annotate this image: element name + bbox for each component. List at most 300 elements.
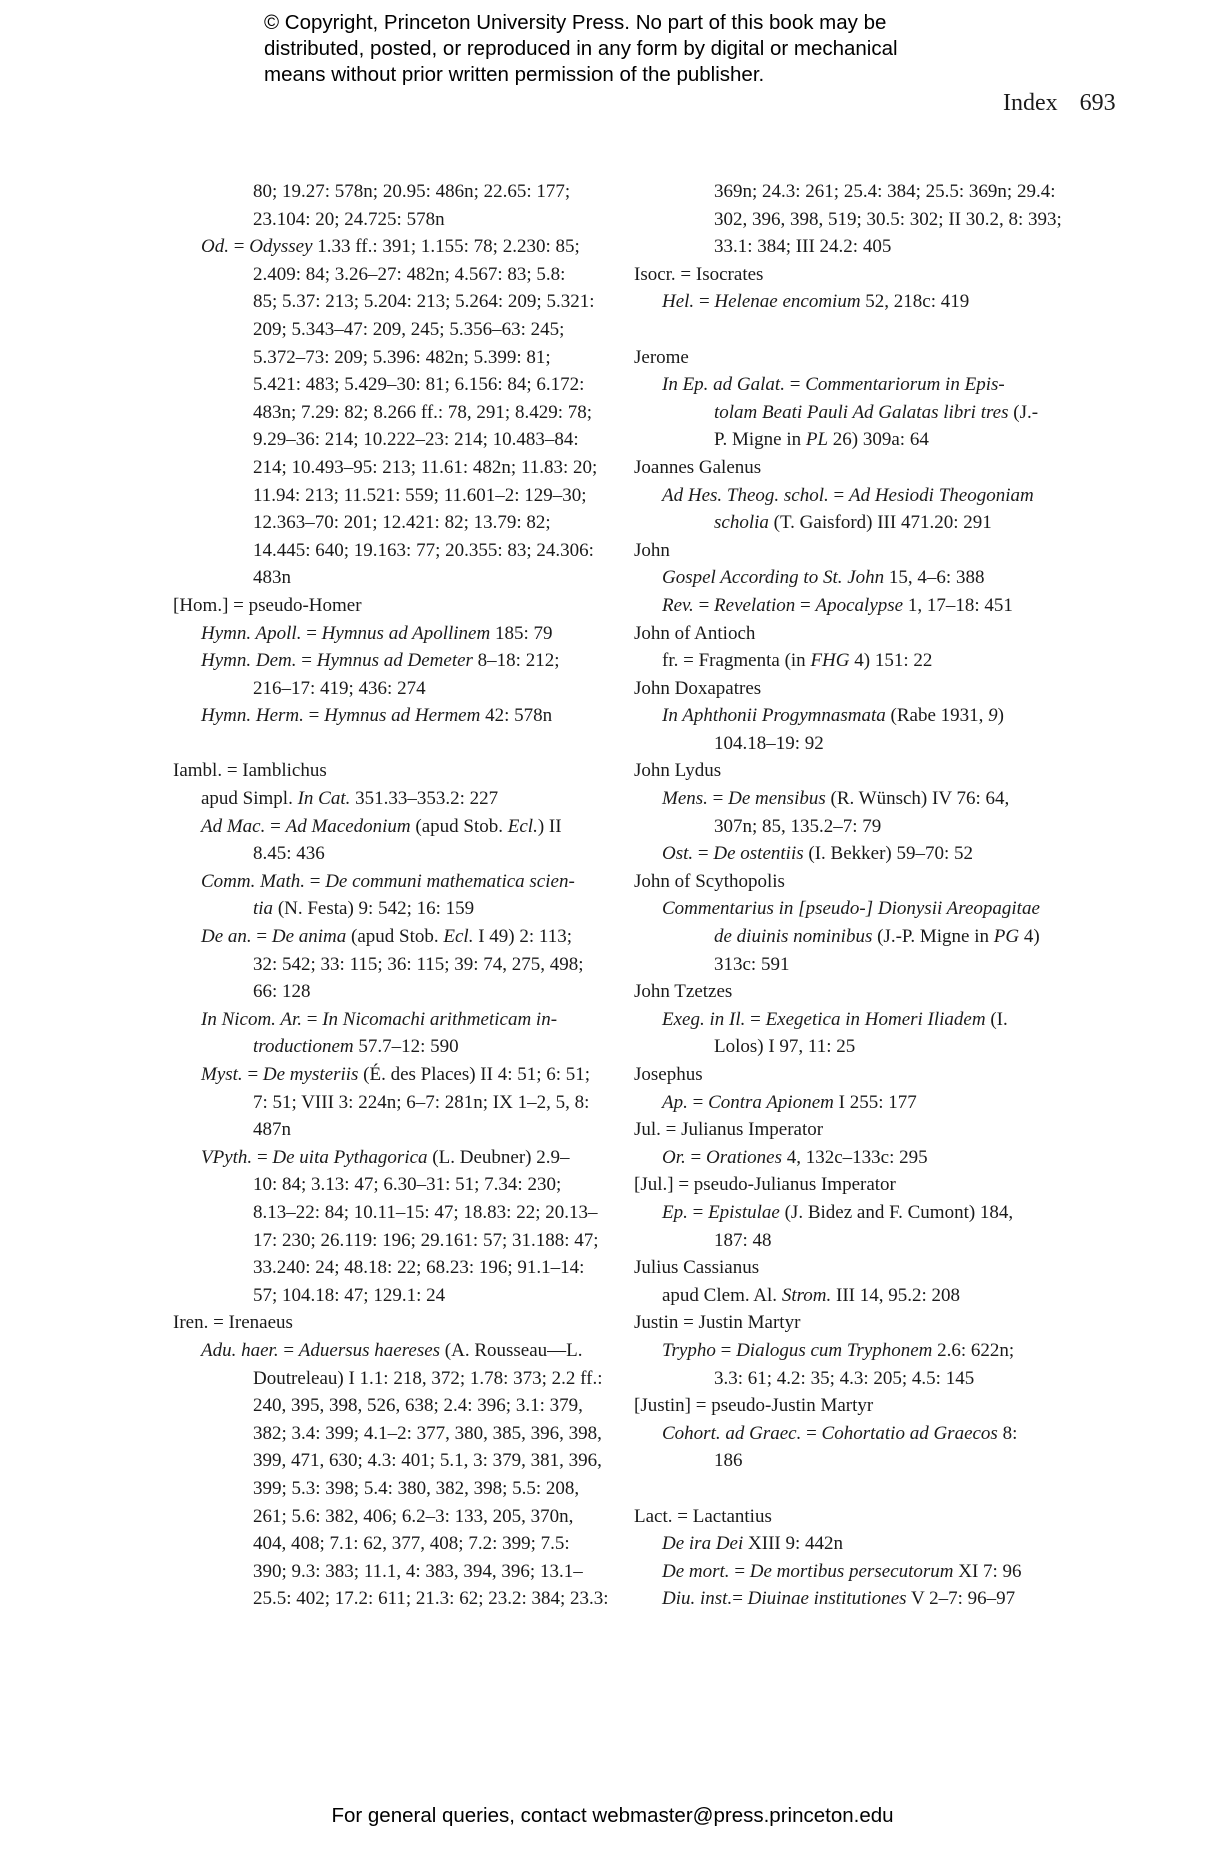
work-title: Epistulae <box>708 1201 780 1223</box>
index-continuation <box>173 1254 615 1282</box>
work-title: Hymn. Apoll. <box>201 622 302 644</box>
entry-text: John of Antioch <box>634 622 756 644</box>
work-title: PL <box>805 429 829 451</box>
work-title: Ad Mac. <box>201 815 266 837</box>
entry-text: I 255: 177 <box>833 1091 917 1113</box>
entry-text: (apud Stob. <box>410 815 508 837</box>
index-entry <box>634 1309 1076 1337</box>
entry-text: 8.13–22: 84; 10.11–15: 47; 18.83: 22; 20.13– <box>253 1201 598 1223</box>
index-subentry <box>634 288 1076 316</box>
index-continuation <box>634 813 1076 841</box>
index-entry <box>173 592 615 620</box>
entry-text: ) II <box>537 815 562 837</box>
running-head <box>1003 90 1116 117</box>
entry-text: = <box>801 1422 822 1444</box>
work-title: VPyth. <box>201 1146 253 1168</box>
footer-contact: For general queries, contact webmaster@press.princeton.edu <box>331 1804 894 1827</box>
work-title: Exegetica in Homeri Iliadem <box>765 1008 986 1030</box>
entry-text: Jul. = Julianus Imperator <box>634 1119 824 1141</box>
index-subentry <box>634 371 1076 399</box>
entry-text: 23.104: 20; 24.725: 578n <box>253 208 445 230</box>
index-entry <box>634 261 1076 289</box>
work-title: de diuinis nominibus <box>714 926 873 948</box>
index-continuation <box>634 923 1076 951</box>
work-title: In Ep. ad Galat. <box>662 374 785 396</box>
index-subentry <box>634 1144 1076 1172</box>
index-subentry <box>634 592 1076 620</box>
entry-text: 1, 17–18: 451 <box>903 594 1013 616</box>
work-title: Ap. <box>662 1091 688 1113</box>
index-subentry <box>173 1061 615 1089</box>
entry-text: Julius Cassianus <box>634 1257 760 1279</box>
index-continuation <box>173 178 615 206</box>
entry-text: 209; 5.343–47: 209, 245; 5.356–63: 245; <box>253 318 565 340</box>
entry-text: 185: 79 <box>490 622 553 644</box>
index-continuation <box>173 426 615 454</box>
entry-text: (A. Rousseau—L. <box>440 1339 583 1361</box>
entry-text: = <box>828 484 849 506</box>
index-continuation <box>173 951 615 979</box>
entry-text: 85; 5.37: 213; 5.204: 213; 5.264: 209; 5.321: <box>253 291 595 313</box>
entry-text: 80; 19.27: 578n; 20.95: 486n; 22.65: 177; <box>253 181 571 202</box>
entry-text: 382; 3.4: 399; 4.1–2: 377, 380, 385, 396, 398, <box>253 1422 602 1444</box>
index-continuation <box>173 537 615 565</box>
index-continuation <box>173 1282 615 1310</box>
work-title: Comm. Math. <box>201 870 305 892</box>
work-title: Ost. <box>662 843 694 865</box>
work-title: Cohortatio ad Graecos <box>821 1422 998 1444</box>
entry-text: = <box>228 236 250 258</box>
entry-text: (J.- <box>1008 401 1039 423</box>
index-continuation <box>173 1227 615 1255</box>
work-title: Diuinae institutiones <box>747 1588 907 1610</box>
entry-text: 25.5: 402; 17.2: 611; 21.3: 62; 23.2: 384; 23.3: <box>253 1588 609 1610</box>
work-title: Aduersus haereses <box>298 1339 441 1361</box>
entry-text: 7: 51; VIII 3: 224n; 6–7: 281n; IX 1–2, 5, 8: <box>253 1091 590 1113</box>
work-title: Commentarius in [pseudo-] Dionysii Areopagitae <box>662 898 1040 920</box>
work-title: In Nicomachi arithmeticam in- <box>322 1008 558 1030</box>
entry-text: John Tzetzes <box>634 981 733 1003</box>
entry-text: 11.94: 213; 11.521: 559; 11.601–2: 129–30; <box>253 484 587 506</box>
work-title: In Cat. <box>297 788 351 810</box>
index-continuation <box>173 1558 615 1586</box>
work-title: Strom. <box>781 1284 832 1306</box>
index-entry <box>634 1171 1076 1199</box>
entry-text: [Jul.] = pseudo-Julianus Imperator <box>634 1174 896 1196</box>
entry-text: (L. Deubner) 2.9– <box>427 1146 570 1168</box>
entry-text: = <box>693 843 714 865</box>
index-entry <box>634 1061 1076 1089</box>
entry-text: 214; 10.493–95: 213; 11.61: 482n; 11.83: 20; <box>253 456 598 478</box>
entry-text: Lact. = Lactantius <box>634 1505 772 1527</box>
index-subentry <box>634 1530 1076 1558</box>
entry-text: = <box>795 594 816 616</box>
entry-text: 313c: 591 <box>714 953 790 975</box>
index-continuation <box>173 1116 615 1144</box>
index-continuation <box>634 730 1076 758</box>
entry-text: (I. Bekker) 59–70: 52 <box>803 843 974 865</box>
entry-text: Lolos) I 97, 11: 25 <box>714 1036 856 1058</box>
work-title: In Aphthonii Progymnasmata <box>662 705 886 727</box>
copyright-line: distributed, posted, or reproduced in any form by digital or mechanical <box>264 37 898 60</box>
index-continuation <box>634 426 1076 454</box>
work-title: Ep. <box>662 1201 688 1223</box>
work-title: De ira Dei <box>662 1533 744 1555</box>
work-title: De an. <box>201 926 252 948</box>
entry-text: Isocr. = Isocrates <box>634 263 764 285</box>
entry-text: ) <box>997 705 1004 727</box>
index-subentry <box>634 840 1076 868</box>
index-entry <box>634 868 1076 896</box>
work-title: Adu. haer. <box>201 1339 279 1361</box>
index-continuation <box>173 1089 615 1117</box>
index-continuation <box>173 1530 615 1558</box>
index-subentry <box>173 1337 615 1365</box>
work-title: Rev. <box>662 594 694 616</box>
entry-text: = <box>687 1091 709 1113</box>
index-subentry <box>634 785 1076 813</box>
index-continuation <box>173 1475 615 1503</box>
entry-text: XIII 9: 442n <box>743 1533 843 1555</box>
entry-text: John <box>634 539 670 561</box>
entry-text: 12.363–70: 201; 12.421: 82; 13.79: 82; <box>253 512 551 534</box>
work-title: tolam Beati Pauli Ad Galatas libri tres <box>714 401 1009 423</box>
entry-spacer <box>634 316 1076 344</box>
entry-text: 351.33–353.2: 227 <box>350 788 499 810</box>
work-title: Or. <box>662 1146 686 1168</box>
work-title: Hymn. Herm. <box>201 705 304 727</box>
entry-text: 302, 396, 398, 519; 30.5: 302; II 30.2, 8: 393; <box>714 208 1062 230</box>
entry-text: Iambl. = Iamblichus <box>173 760 327 782</box>
entry-spacer <box>634 1475 1076 1503</box>
index-subentry <box>634 647 1076 675</box>
work-title: Hymnus ad Demeter <box>316 650 473 672</box>
entry-text: = <box>694 291 715 313</box>
entry-text: Jerome <box>634 346 689 368</box>
work-title: Ecl. <box>507 815 538 837</box>
entry-text: 399, 471, 630; 4.3: 401; 5.1, 3: 379, 381, 396, <box>253 1450 602 1472</box>
entry-text: (J. Bidez and F. Cumont) 184, <box>779 1201 1014 1223</box>
copyright-line: means without prior written permission of the publisher. <box>264 63 765 86</box>
entry-text: Doutreleau) I 1.1: 218, 372; 1.78: 373; 2.2 ff.: <box>253 1367 603 1389</box>
index-continuation <box>634 1365 1076 1393</box>
entry-text: (É. des Places) II 4: 51; 6: 51; <box>358 1064 591 1085</box>
index-entry <box>634 1116 1076 1144</box>
index-continuation <box>173 840 615 868</box>
entry-text: 399; 5.3: 398; 5.4: 380, 382, 398; 5.5: 208, <box>253 1477 580 1499</box>
index-continuation <box>173 482 615 510</box>
index-continuation <box>173 895 615 923</box>
work-title: FHG <box>810 650 850 672</box>
index-continuation <box>634 399 1076 427</box>
entry-spacer <box>173 730 615 758</box>
entry-text: (N. Festa) 9: 542; 16: 159 <box>273 898 475 920</box>
index-subentry <box>634 1585 1076 1613</box>
index-subentry <box>634 1558 1076 1586</box>
work-title: scholia <box>714 512 769 534</box>
index-continuation <box>173 509 615 537</box>
work-title: Cohort. ad Graec. <box>662 1422 802 1444</box>
entry-text: 4) 151: 22 <box>849 650 933 672</box>
work-title: Commentariorum in Epis- <box>805 374 1005 396</box>
work-title: PG <box>993 926 1020 948</box>
work-title: De mysteriis <box>262 1064 359 1085</box>
entry-text: = <box>252 1146 273 1168</box>
work-title: Ad Hesiodi Theogoniam <box>848 484 1034 506</box>
index-continuation <box>173 1365 615 1393</box>
index-continuation <box>173 1171 615 1199</box>
index-subentry <box>173 647 615 675</box>
entry-text: 5.421: 483; 5.429–30: 81; 6.156: 84; 6.172: <box>253 374 585 396</box>
work-title: tia <box>253 898 274 920</box>
entry-text: 52, 218c: 419 <box>860 291 970 313</box>
entry-text: = <box>304 870 326 892</box>
index-continuation <box>634 1033 1076 1061</box>
index-subentry <box>634 1089 1076 1117</box>
work-title: Gospel According to St. John <box>662 567 885 589</box>
work-title: Myst. <box>201 1064 243 1085</box>
index-continuation <box>173 399 615 427</box>
entry-text: apud Simpl. <box>201 788 298 810</box>
entry-text: = <box>278 1339 299 1361</box>
index-continuation <box>634 1227 1076 1255</box>
index-continuation <box>173 1503 615 1531</box>
entry-text: (R. Wünsch) IV 76: 64, <box>825 788 1010 810</box>
index-continuation <box>173 1447 615 1475</box>
entry-text: = <box>715 1339 737 1361</box>
entry-text: John Doxapatres <box>634 677 762 699</box>
work-title: Helenae encomium <box>714 291 861 313</box>
entry-text: (I. <box>985 1008 1008 1030</box>
entry-text: 57; 104.18: 47; 129.1: 24 <box>253 1284 446 1306</box>
work-title: Hymnus ad Apollinem <box>321 622 491 644</box>
index-continuation <box>173 206 615 234</box>
entry-text: = <box>301 1008 323 1030</box>
work-title: Revelation <box>714 594 796 616</box>
index-subentry <box>634 895 1076 923</box>
entry-text: 10: 84; 3.13: 47; 6.30–31: 51; 7.34: 230; <box>253 1174 562 1196</box>
page-number: 693 <box>1079 90 1116 116</box>
work-title: De uita Pythagorica <box>272 1146 428 1168</box>
entry-text: 17: 230; 26.119: 196; 29.161: 57; 31.188: 47; <box>253 1229 599 1251</box>
entry-text: Joannes Galenus <box>634 456 762 478</box>
entry-text: = <box>687 1201 709 1223</box>
index-subentry <box>173 233 615 261</box>
section-title: Index <box>1003 90 1058 116</box>
work-title: De communi mathematica scien- <box>325 870 575 892</box>
entry-text: = <box>265 815 286 837</box>
index-subentry <box>634 1199 1076 1227</box>
entry-text: (T. Gaisford) III 471.20: 291 <box>768 512 992 534</box>
work-title: De anima <box>271 926 347 948</box>
entry-text: 8–18: 212; <box>472 650 560 672</box>
entry-text: 8.45: 436 <box>253 843 325 865</box>
index-subentry <box>634 1420 1076 1448</box>
index-continuation <box>173 454 615 482</box>
entry-text: 261; 5.6: 382, 406; 6.2–3: 133, 205, 370n, <box>253 1505 574 1527</box>
entry-text: 42: 578n <box>480 705 553 727</box>
index-subentry <box>173 620 615 648</box>
entry-text: apud Clem. Al. <box>662 1284 782 1306</box>
index-continuation <box>173 1585 615 1613</box>
work-title: Contra Apionem <box>708 1091 834 1113</box>
entry-text: (apud Stob. <box>346 926 444 948</box>
entry-text: 33.240: 24; 48.18: 22; 68.23: 196; 91.1–14: <box>253 1257 585 1279</box>
entry-text: (Rabe 1931, <box>885 705 989 727</box>
index-subentry <box>634 1006 1076 1034</box>
entry-text: 26) 309a: 64 <box>828 429 929 451</box>
entry-text: = <box>693 594 715 616</box>
entry-text: 216–17: 419; 436: 274 <box>253 677 426 699</box>
entry-text: 66: 128 <box>253 981 311 1003</box>
index-continuation <box>634 233 1076 261</box>
entry-text: 404, 408; 7.1: 62, 377, 408; 7.2: 399; 7.5: <box>253 1533 570 1555</box>
work-title: Ad Macedonium <box>285 815 411 837</box>
index-subentry <box>173 1006 615 1034</box>
entry-text: 57.7–12: 590 <box>353 1036 459 1058</box>
index-subentry <box>173 813 615 841</box>
entry-text: 5.372–73: 209; 5.396: 482n; 5.399: 81; <box>253 346 551 368</box>
entry-text: 240, 395, 398, 526, 638; 2.4: 396; 3.1: 379, <box>253 1395 583 1417</box>
work-title: De mortibus persecutorum <box>749 1560 954 1582</box>
entry-text: 4) <box>1019 926 1040 948</box>
work-title: Diu. inst. <box>662 1588 733 1610</box>
entry-text: = <box>251 926 272 948</box>
entry-text: V 2–7: 96–97 <box>906 1588 1016 1610</box>
entry-text: 104.18–19: 92 <box>714 732 824 754</box>
entry-text: 483n <box>253 567 291 589</box>
index-continuation <box>173 675 615 703</box>
work-title: 9 <box>988 705 998 727</box>
entry-text: P. Migne in <box>714 429 806 451</box>
entry-text: = <box>242 1064 263 1085</box>
entry-text: XI 7: 96 <box>953 1560 1022 1582</box>
entry-text: 187: 48 <box>714 1229 772 1251</box>
index-entry <box>634 757 1076 785</box>
work-title: Odyssey <box>249 236 313 258</box>
entry-text: = <box>296 650 317 672</box>
entry-text: III 14, 95.2: 208 <box>831 1284 961 1306</box>
index-continuation <box>634 951 1076 979</box>
copyright-line: © Copyright, Princeton University Press. No part of this book may be <box>264 11 887 34</box>
index-column-left <box>173 178 615 1613</box>
index-continuation <box>173 1033 615 1061</box>
index-entry <box>634 454 1076 482</box>
work-title: Apocalypse <box>815 594 904 616</box>
work-title: Exeg. in Il. <box>662 1008 746 1030</box>
entry-text: = <box>729 1560 750 1582</box>
work-title: Ad Hes. Theog. schol. <box>662 484 829 506</box>
index-subentry <box>634 482 1076 510</box>
entry-text: 33.1: 384; III 24.2: 405 <box>714 236 892 258</box>
index-entry <box>634 344 1076 372</box>
entry-text: 9.29–36: 214; 10.222–23: 214; 10.483–84: <box>253 429 579 451</box>
entry-text: Justin = Justin Martyr <box>634 1312 801 1334</box>
entry-text: = <box>685 1146 706 1168</box>
work-title: De mort. <box>662 1560 730 1582</box>
entry-text: = <box>745 1008 766 1030</box>
index-subentry <box>634 1337 1076 1365</box>
entry-text: 3.3: 61; 4.2: 35; 4.3: 205; 4.5: 145 <box>714 1367 975 1389</box>
entry-text: = <box>784 374 806 396</box>
entry-text: 390; 9.3: 383; 11.1, 4: 383, 394, 396; 13.1– <box>253 1560 583 1582</box>
entry-text: 483n; 7.29: 82; 8.266 ff.: 78, 291; 8.429: 78; <box>253 401 593 423</box>
index-continuation <box>173 1392 615 1420</box>
work-title: Hel. <box>662 291 695 313</box>
entry-text: 8: <box>997 1422 1018 1444</box>
entry-text: fr. = Fragmenta (in <box>662 650 811 672</box>
index-continuation <box>173 978 615 1006</box>
index-subentry <box>634 564 1076 592</box>
index-subentry <box>173 1144 615 1172</box>
index-continuation <box>634 509 1076 537</box>
work-title: Orationes <box>705 1146 782 1168</box>
entry-text: 2.6: 622n; <box>932 1339 1015 1361</box>
entry-text: 14.445: 640; 19.163: 77; 20.355: 83; 24.306: <box>253 539 594 561</box>
index-continuation <box>173 261 615 289</box>
entry-text: John Lydus <box>634 760 722 782</box>
entry-text: [Hom.] = pseudo-Homer <box>173 594 362 616</box>
index-entry <box>634 978 1076 1006</box>
entry-text: 2.409: 84; 3.26–27: 482n; 4.567: 83; 5.8: <box>253 263 566 285</box>
entry-text: 1.33 ff.: 391; 1.155: 78; 2.230: 85; <box>312 236 580 258</box>
index-continuation <box>173 371 615 399</box>
index-subentry <box>173 923 615 951</box>
work-title: De ostentiis <box>713 843 804 865</box>
index-continuation <box>634 178 1076 206</box>
index-continuation <box>173 288 615 316</box>
copyright-notice <box>264 10 1024 88</box>
work-title: troductionem <box>253 1036 354 1058</box>
index-entry <box>634 1503 1076 1531</box>
index-continuation <box>634 1447 1076 1475</box>
index-entry <box>634 1254 1076 1282</box>
entry-text: = <box>707 788 729 810</box>
index-continuation <box>173 344 615 372</box>
entry-text: 186 <box>714 1450 743 1472</box>
index-continuation <box>173 316 615 344</box>
index-subentry <box>634 1282 1076 1310</box>
entry-text: 4, 132c–133c: 295 <box>781 1146 928 1168</box>
work-title: Dialogus cum Tryphonem <box>736 1339 933 1361</box>
entry-text: I 49) 2: 113; <box>473 926 572 948</box>
work-title: Hymn. Dem. <box>201 650 297 672</box>
entry-text: 369n; 24.3: 261; 25.4: 384; 25.5: 369n; 29.4: <box>714 181 1056 202</box>
index-subentry <box>173 785 615 813</box>
work-title: Trypho <box>662 1339 716 1361</box>
work-title: De mensibus <box>728 788 826 810</box>
index-continuation <box>173 1420 615 1448</box>
index-entry <box>173 757 615 785</box>
index-subentry <box>173 868 615 896</box>
entry-text: 307n; 85, 135.2–7: 79 <box>714 815 882 837</box>
entry-text: Josephus <box>634 1064 703 1085</box>
index-entry <box>634 1392 1076 1420</box>
work-title: In Nicom. Ar. <box>201 1008 302 1030</box>
index-continuation <box>173 1199 615 1227</box>
entry-text: 15, 4–6: 388 <box>884 567 985 589</box>
work-title: Od. <box>201 236 229 258</box>
entry-text: (J.-P. Migne in <box>872 926 994 948</box>
index-entry <box>634 675 1076 703</box>
entry-text: [Justin] = pseudo-Justin Martyr <box>634 1395 874 1417</box>
entry-text: = <box>301 622 322 644</box>
entry-text: = <box>303 705 325 727</box>
work-title: Hymnus ad Hermem <box>324 705 481 727</box>
index-continuation <box>173 564 615 592</box>
index-subentry <box>173 702 615 730</box>
entry-text: John of Scythopolis <box>634 870 785 892</box>
